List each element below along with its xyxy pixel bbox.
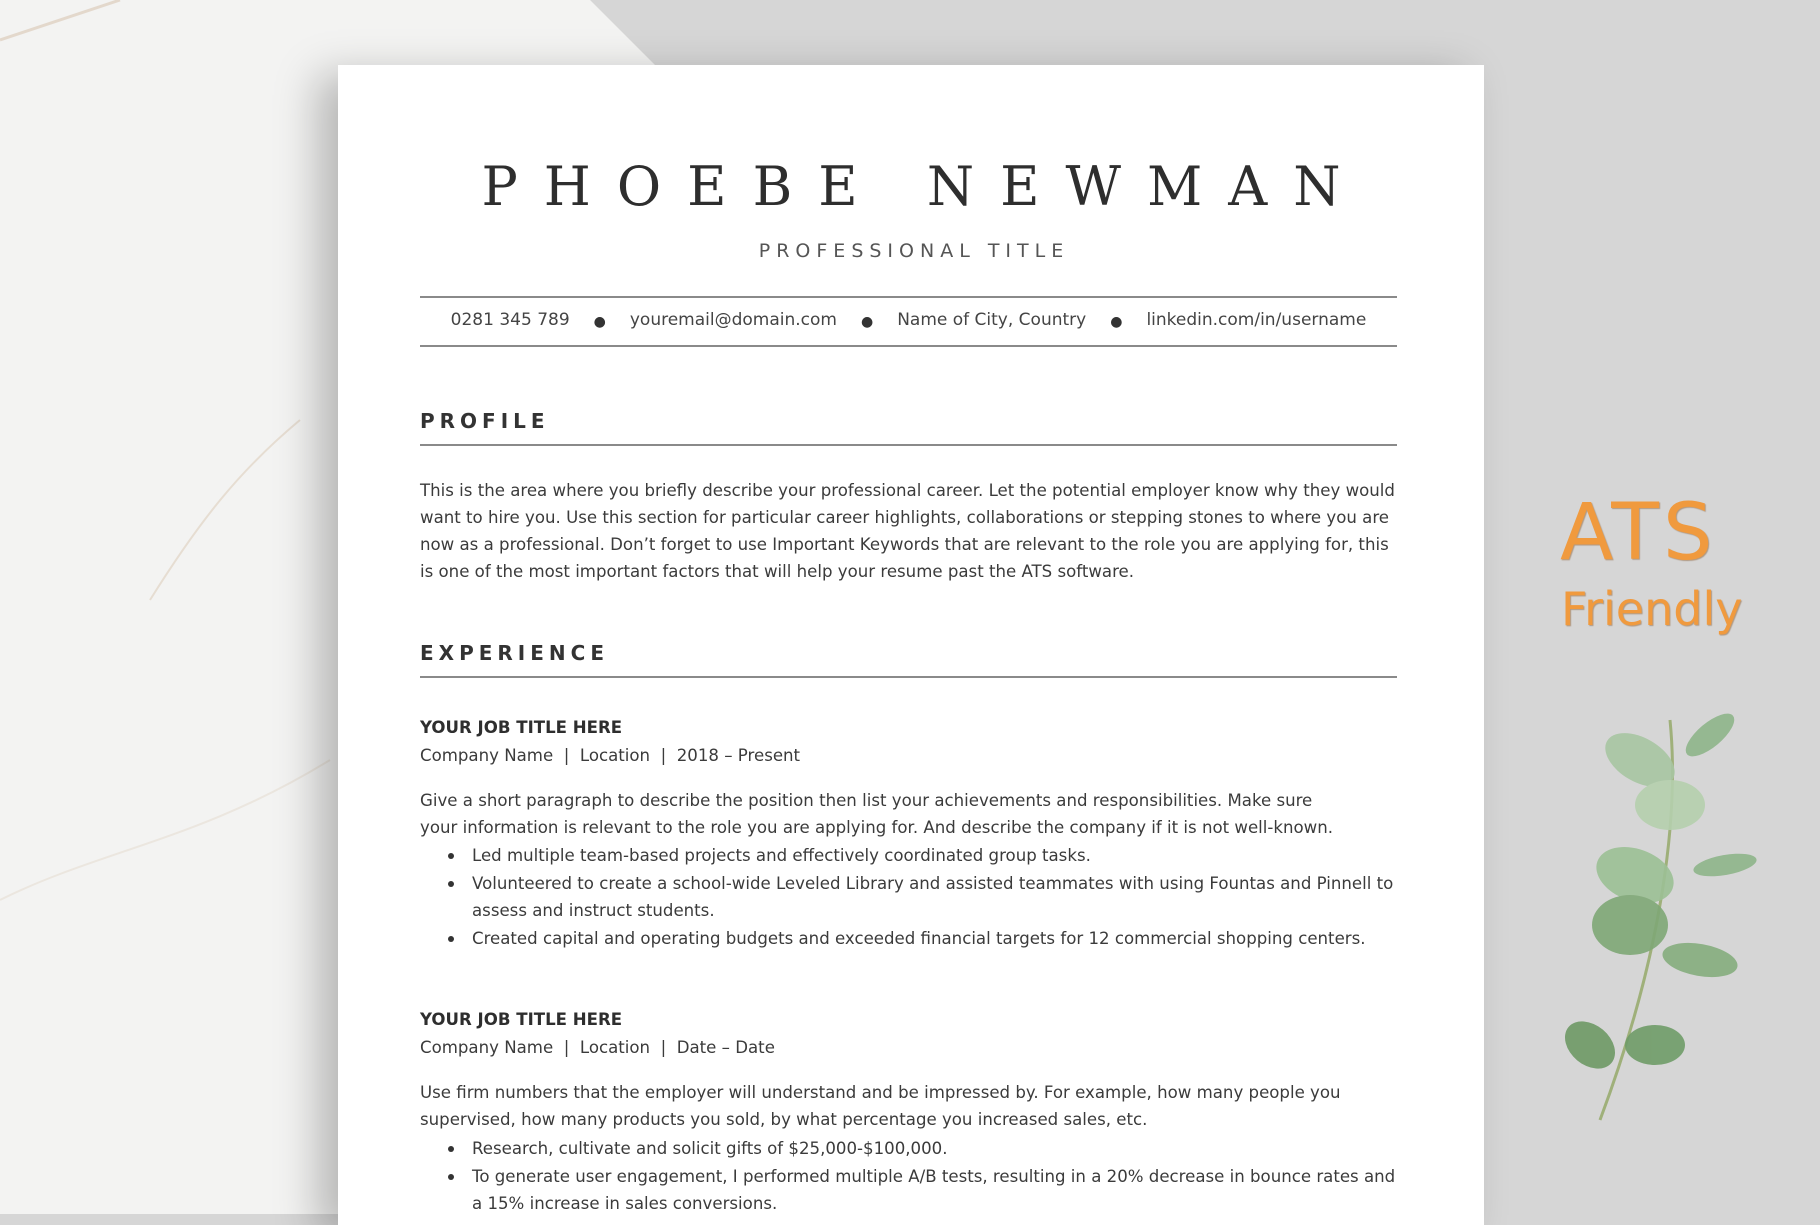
divider bbox=[420, 444, 1397, 446]
candidate-name: PHOEBE NEWMAN bbox=[481, 155, 1367, 218]
professional-title: PROFESSIONAL TITLE bbox=[758, 240, 1070, 262]
contact-phone: 0281 345 789 bbox=[450, 310, 570, 330]
job-bullets bbox=[472, 842, 1402, 952]
list-item: Led multiple team-based projects and effectively coordinated group tasks. bbox=[472, 842, 1402, 870]
job-meta: Company Name | Location | 2018 – Present bbox=[420, 746, 801, 765]
job-description: Use firm numbers that the employer will understand and be impressed by. For example, how many people you supervised, how many products you sold, by what percentage you increased sales, etc. bbox=[420, 1083, 1341, 1129]
job-bullets bbox=[472, 1135, 1402, 1218]
eucalyptus-leaf-icon bbox=[1540, 700, 1770, 1140]
job-title: YOUR JOB TITLE HERE bbox=[420, 718, 623, 737]
contact-linkedin: linkedin.com/in/username bbox=[1146, 310, 1367, 330]
list-item: Research, cultivate and solicit gifts of $25,000-$100,000. bbox=[472, 1135, 1402, 1163]
divider bbox=[420, 296, 1397, 298]
bullet-icon: ● bbox=[1110, 314, 1123, 330]
job-title: YOUR JOB TITLE HERE bbox=[420, 1010, 623, 1029]
ats-badge-subtitle: Friendly bbox=[1561, 582, 1743, 636]
profile-text: This is the area where you briefly describe your professional career. Let the potential employer know why they would want to hire you. Use this section for particular career highlights, collaborations or stepping stones to where you are now as a professional. Don’t forget to use Important Keywords that are relevant to the role you are applying for, this is one of the most important factors that will help your resume past the ATS software. bbox=[420, 481, 1395, 581]
ats-badge-title: ATS bbox=[1560, 488, 1717, 578]
contact-email: youremail@domain.com bbox=[629, 310, 837, 330]
job-description: Give a short paragraph to describe the position then list your achievements and responsibilities. Make sure your information is relevant to the role you are applying for. And describe the company if it is not well-known. bbox=[420, 791, 1334, 837]
divider bbox=[420, 676, 1397, 678]
job-meta: Company Name | Location | Date – Date bbox=[420, 1038, 775, 1057]
list-item: Volunteered to create a school-wide Leveled Library and assisted teammates with using Fountas and Pinnell to assess and instruct students. bbox=[472, 870, 1402, 925]
bullet-icon: ● bbox=[593, 314, 606, 330]
list-item: Created capital and operating budgets and exceeded financial targets for 12 commercial shopping centers. bbox=[472, 925, 1402, 953]
contact-location: Name of City, Country bbox=[897, 310, 1087, 330]
contact-line bbox=[420, 310, 1397, 334]
experience-heading: EXPERIENCE bbox=[420, 641, 609, 665]
divider bbox=[420, 345, 1397, 347]
bullet-icon: ● bbox=[860, 314, 874, 330]
resume-page bbox=[338, 65, 1484, 1225]
profile-heading: PROFILE bbox=[420, 409, 550, 433]
list-item: To generate user engagement, I performed multiple A/B tests, resulting in a 20% decrease in bounce rates and a 15% increase in sales conversions. bbox=[472, 1163, 1402, 1218]
